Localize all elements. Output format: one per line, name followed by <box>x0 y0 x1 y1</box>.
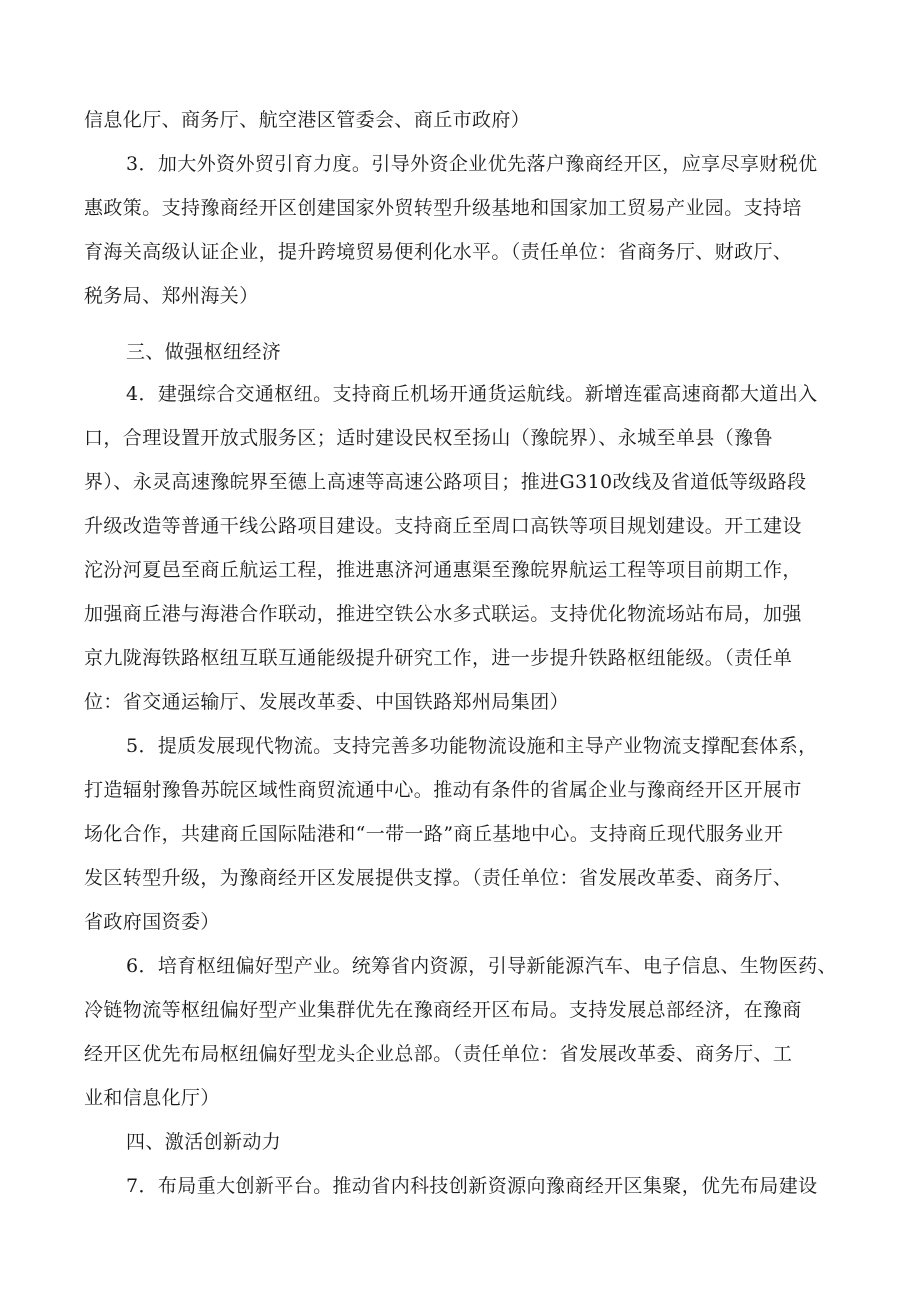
paragraph-5-line-1: 5．提质发展现代物流。支持完善多功能物流设施和主导产业物流支撑配套体系， <box>126 735 818 757</box>
paragraph-5-line-4: 发区转型升级，为豫商经开区发展提供支撑。（责任单位：省发展改革委、商务厅、 <box>84 867 793 889</box>
paragraph-5-line-2: 打造辐射豫鲁苏皖区域性商贸流通中心。推动有条件的省属企业与豫商经开区开展市 <box>84 779 802 801</box>
paragraph-3-line-1: 3．加大外资外贸引育力度。引导外资企业优先落户豫商经开区，应享尽享财税优 <box>126 153 818 175</box>
paragraph-6-line-1: 6．培育枢纽偏好型产业。统筹省内资源，引导新能源汽车、电子信息、生物医药、 <box>126 955 837 977</box>
paragraph-4-line-7: 京九陇海铁路枢纽互联互通能级提升研究工作，进一步提升铁路枢纽能级。（责任单 <box>84 647 793 669</box>
paragraph-3-line-4: 税务局、郑州海关） <box>84 285 259 307</box>
paragraph-4-line-1: 4．建强综合交通枢纽。支持商丘机场开通货运航线。新增连霍高速商都大道出入 <box>126 383 818 405</box>
paragraph-4-line-5: 沱汾河夏邑至商丘航运工程，推进惠济河通惠渠至豫皖界航运工程等项目前期工作， <box>84 559 802 581</box>
paragraph-4-line-3: 界）、永灵高速豫皖界至德上高速等高速公路项目；推进G310改线及省道低等级路段 <box>84 471 807 493</box>
paragraph-6-line-4: 业和信息化厅） <box>84 1087 220 1109</box>
paragraph-5-line-5: 省政府国资委） <box>84 911 220 933</box>
paragraph-3-line-2: 惠政策。支持豫商经开区创建国家外贸转型升级基地和国家加工贸易产业园。支持培 <box>84 197 802 219</box>
paragraph-4-line-2: 口，合理设置开放式服务区；适时建设民权至扬山（豫皖界）、永城至单县（豫鲁 <box>84 427 773 449</box>
paragraph-5-line-3: 场化合作，共建商丘国际陆港和“一带一路”商丘基地中心。支持商丘现代服务业开 <box>84 823 784 845</box>
paragraph-4-line-4: 升级改造等普通干线公路项目建设。支持商丘至周口高铁等项目规划建设。开工建设 <box>84 515 802 537</box>
section-heading-4: 四、激活创新动力 <box>126 1131 282 1153</box>
paragraph-6-line-2: 冷链物流等枢纽偏好型产业集群优先在豫商经开区布局。支持发展总部经济，在豫商 <box>84 999 802 1021</box>
paragraph-3-line-3: 育海关高级认证企业，提升跨境贸易便利化水平。（责任单位：省商务厅、财政厅、 <box>84 241 793 263</box>
section-heading-3: 三、做强枢纽经济 <box>126 341 282 363</box>
paragraph-6-line-3: 经开区优先布局枢纽偏好型龙头企业总部。（责任单位：省发展改革委、商务厅、工 <box>84 1043 793 1065</box>
paragraph-4-line-8: 位：省交通运输厅、发展改革委、中国铁路郑州局集团） <box>84 691 570 713</box>
paragraph-7-line-1: 7．布局重大创新平台。推动省内科技创新资源向豫商经开区集聚，优先布局建设 <box>126 1175 818 1197</box>
paragraph-4-line-6: 加强商丘港与海港合作联动，推进空铁公水多式联运。支持优化物流场站布局，加强 <box>84 603 802 625</box>
text-line-continuation: 信息化厅、商务厅、航空港区管委会、商丘市政府） <box>84 109 531 131</box>
